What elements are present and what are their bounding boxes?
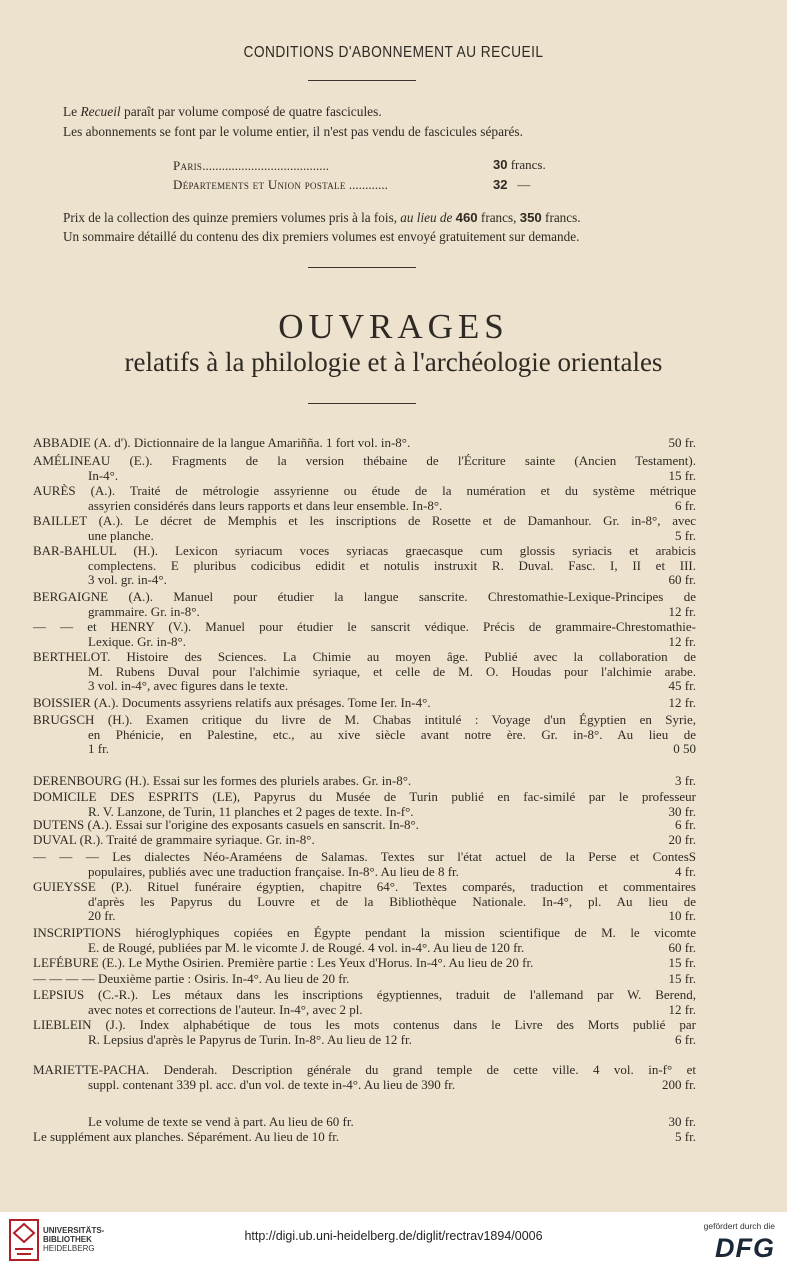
funded-by-label: gefördert durch die <box>703 1221 775 1231</box>
bibliography-entry <box>33 972 696 987</box>
entry-continuation-line: d'après les Papyrus du Louvre et de la Bibliothèque Nationale. In-4°, pl. Au lieu de <box>88 893 696 909</box>
entry-heading-line: DOMICILE DES ESPRITS (LE), Papyrus du Musée de Turin publié en fac-similé par le professeur <box>33 789 696 804</box>
bibliography-entry <box>33 590 696 619</box>
entry-heading-line: LEFÉBURE (E.). Le Mythe Osirien. Première partie : Les Yeux d'Horus. In-4°. Au lieu de 20 fr. 15 fr. <box>33 955 696 970</box>
entry-continuation-line: assyrien considérés dans leurs rapports et dans leur ensemble. In-8°. 6 fr. <box>88 497 696 513</box>
entry-price: 4 fr. <box>675 863 696 879</box>
collection-line-1: Prix de la collection des quinze premiers volumes pris à la fois, au lieu de 460 francs, 350 francs. <box>63 210 581 225</box>
source-url[interactable]: http://digi.ub.uni-heidelberg.de/diglit/rectrav1894/0006 <box>244 1229 543 1243</box>
entry-price: 12 fr. <box>668 695 696 710</box>
entry-continuation-line: M. Rubens Duval pour l'alchimie syriaque, et celle de M. O. Houdas pour l'alchimie arabe. <box>88 663 696 679</box>
entry-heading-line: — — — Les dialectes Néo-Araméens de Salamas. Textes sur l'état actuel de la Perse et ContesS <box>33 849 696 864</box>
bibliography-entry <box>33 544 696 588</box>
extra-line-2-text: Le supplément aux planches. Séparément. Au lieu de 10 fr. <box>33 1129 340 1144</box>
divider-rule <box>308 267 416 268</box>
bibliography-entry <box>33 514 696 543</box>
entry-price: 3 fr. <box>675 773 696 788</box>
entry-heading-line: DUTENS (A.). Essai sur l'origine des exposants casuels en sanscrit. In-8°. 6 fr. <box>33 817 696 832</box>
entry-continuation-line: In-4°. 15 fr. <box>88 467 696 483</box>
entry-continuation-line: 1 fr. 0 50 <box>88 741 696 757</box>
entry-price: 60 fr. <box>668 572 696 588</box>
entry-continuation-line: 3 vol. in-4°, avec figures dans le texte. 45 fr. <box>88 678 696 694</box>
entry-price: 15 fr. <box>668 955 696 970</box>
entry-price: 12 fr. <box>668 603 696 619</box>
entry-heading-line: ABBADIE (A. d'). Dictionnaire de la langue Amariñña. 1 fort vol. in-8°. 50 fr. <box>33 435 696 450</box>
entry-heading-line: GUIEYSSE (P.). Rituel funéraire égyptien, chapitre 64°. Textes comparés, traduction et commentaires <box>33 879 696 894</box>
section-title: OUVRAGES <box>278 307 509 346</box>
bibliography-entry <box>33 833 696 848</box>
entry-price: 30 fr. <box>668 803 696 819</box>
section-subtitle: relatifs à la philologie et à l'archéologie orientales <box>124 347 663 377</box>
entry-price: 20 fr. <box>668 832 696 847</box>
entry-heading-line: AURÈS (A.). Traité de métrologie assyrienne ou étude de la numération et du système métrique <box>33 483 696 498</box>
bibliography-entry <box>33 436 696 451</box>
divider-rule <box>308 80 416 81</box>
price-row-departements: Départements et Union postale ............ <box>173 177 388 192</box>
entry-price: 5 fr. <box>675 527 696 543</box>
entry-continuation-line: 3 vol. gr. in-4°. 60 fr. <box>88 572 696 588</box>
extra-line-2-price: 5 fr. <box>675 1129 696 1144</box>
entry-price: 15 fr. <box>668 971 696 986</box>
entry-heading-line: — — — — Deuxième partie : Osiris. In-4°. Au lieu de 20 fr. 15 fr. <box>33 971 696 986</box>
entry-heading-line: BAILLET (A.). Le décret de Memphis et les inscriptions de Rosette et de Damanhour. Gr. in-8°, avec <box>33 513 696 528</box>
entry-heading-line: — — et HENRY (V.). Manuel pour étudier le sanscrit védique. Précis de grammaire-Chrestomathie- <box>33 619 696 634</box>
entry-price: 45 fr. <box>668 678 696 694</box>
dfg-logo: DFG <box>715 1233 775 1263</box>
entry-price: 6 fr. <box>675 497 696 513</box>
bibliography-entry <box>33 988 696 1017</box>
entry-price: 10 fr. <box>668 908 696 924</box>
bibliography-entry <box>33 818 696 833</box>
entry-heading-line: LEPSIUS (C.-R.). Les métaux dans les inscriptions égyptiennes, traduit de l'allemand par W. Berend, <box>33 987 696 1002</box>
bibliography-entry <box>33 1063 696 1092</box>
entry-continuation-line: R. V. Lanzone, de Turin, 11 planches et 2 pages de texte. In-f°. 30 fr. <box>88 803 696 819</box>
bibliography-entry <box>33 696 696 711</box>
entry-continuation-line: Lexique. Gr. in-8°. 12 fr. <box>88 633 696 649</box>
entry-heading-line: BERTHELOT. Histoire des Sciences. La Chimie au moyen âge. Publié avec la collaboration de <box>33 649 696 664</box>
entry-heading-line: MARIETTE-PACHA. Denderah. Description générale du grand temple de cette ville. 4 vol. in-f° et <box>33 1062 696 1077</box>
footer-bar <box>0 1212 787 1268</box>
price-row-paris: Paris....................................... <box>173 158 329 173</box>
entry-price: 60 fr. <box>668 939 696 955</box>
library-logo-text: UNIVERSITÄTS- BIBLIOTHEK HEIDELBERG <box>43 1226 105 1253</box>
entry-price: 6 fr. <box>675 1031 696 1047</box>
entry-heading-line: DUVAL (R.). Traité de grammaire syriaque. Gr. in-8°. 20 fr. <box>33 832 696 847</box>
entry-price: 6 fr. <box>675 817 696 832</box>
entry-price: 0 50 <box>673 741 696 757</box>
extra-line-1-text: Le volume de texte se vend à part. Au lieu de 60 fr. <box>88 1114 354 1129</box>
bibliography-entry <box>33 880 696 924</box>
entry-continuation-line: R. Lepsius d'après le Papyrus de Turin. In-8°. Au lieu de 12 fr. 6 fr. <box>88 1031 696 1047</box>
intro-line-2: Les abonnements se font par le volume entier, il n'est pas vendu de fascicules séparés. <box>63 124 523 139</box>
entry-continuation-line: E. de Rougé, publiées par M. le vicomte J. de Rougé. 4 vol. in-4°. Au lieu de 120 fr. 60 fr. <box>88 939 696 955</box>
entry-heading-line: BRUGSCH (H.). Examen critique du livre de M. Chabas intitulé : Voyage d'un Égyptien en Syrie, <box>33 712 696 727</box>
bibliography-entry <box>33 713 696 757</box>
bibliography-entry <box>33 650 696 694</box>
collection-line-2: Un sommaire détaillé du contenu des dix premiers volumes est envoyé gratuitement sur demande. <box>63 229 580 244</box>
divider-rule <box>308 403 416 404</box>
entry-price: 15 fr. <box>668 467 696 483</box>
entry-price: 50 fr. <box>668 435 696 450</box>
entry-continuation-line: populaires, publiés avec une traduction française. In-8°. Au lieu de 8 fr. 4 fr. <box>88 863 696 879</box>
conditions-title: CONDITIONS D'ABONNEMENT AU RECUEIL <box>243 44 544 61</box>
entry-continuation-line: 20 fr. 10 fr. <box>88 908 696 924</box>
entry-continuation-line: complectens. E pluribus codicibus edidit et notulis instruxit R. Duval. Fasc. I, II et III. <box>88 557 696 573</box>
entry-heading-line: BERGAIGNE (A.). Manuel pour étudier la langue sanscrite. Chrestomathie-Lexique-Principes de <box>33 589 696 604</box>
entry-heading-line: INSCRIPTIONS hiéroglyphiques copiées en Égypte pendant la mission scientifique de M. le vicomte <box>33 925 696 940</box>
entry-price: 200 fr. <box>662 1076 696 1092</box>
extra-line-1-price: 30 fr. <box>668 1114 696 1129</box>
entry-continuation-line: suppl. contenant 339 pl. acc. d'un vol. de texte in-4°. Au lieu de 390 fr. 200 fr. <box>88 1076 696 1092</box>
bibliography-entry <box>33 620 696 649</box>
recueil-italic: Recueil <box>80 104 121 119</box>
bibliography-entry <box>33 484 696 513</box>
bibliography-entry <box>33 454 696 483</box>
entry-continuation-line: une planche. 5 fr. <box>88 527 696 543</box>
entry-continuation-line: grammaire. Gr. in-8°. 12 fr. <box>88 603 696 619</box>
price-amount-paris: 30 francs. <box>493 157 546 172</box>
bibliography-entry <box>33 790 696 819</box>
entry-heading-line: LIEBLEIN (J.). Index alphabétique de tous les mots contenus dans le Livre des Morts publié par <box>33 1017 696 1032</box>
entry-heading-line: BAR-BAHLUL (H.). Lexicon syriacum voces syriacas graecasque cum glossis syriacis et arabicis <box>33 543 696 558</box>
entry-continuation-line: en Phénicie, en Palestine, etc., au xive siècle avant notre ère. Gr. in-8°. Au lieu de <box>88 726 696 742</box>
entry-heading-line: DERENBOURG (H.). Essai sur les formes des pluriels arabes. Gr. in-8°. 3 fr. <box>33 773 696 788</box>
entry-continuation-line: avec notes et corrections de l'auteur. In-4°, avec 2 pl. 12 fr. <box>88 1001 696 1017</box>
entry-heading-line: BOISSIER (A.). Documents assyriens relatifs aux présages. Tome Ier. In-4°. 12 fr. <box>33 695 696 710</box>
bibliography-entry <box>33 926 696 955</box>
bibliography-entry <box>33 774 696 789</box>
intro-line-1: Le Recueil paraît par volume composé de quatre fascicules. <box>63 104 382 119</box>
entry-price: 12 fr. <box>668 1001 696 1017</box>
entry-heading-line: AMÉLINEAU (E.). Fragments de la version thébaine de l'Écriture sainte (Ancien Testament). <box>33 453 696 468</box>
bibliography-entry <box>33 1018 696 1047</box>
entry-price: 12 fr. <box>668 633 696 649</box>
price-amount-departements: 32 — <box>493 177 531 192</box>
bibliography-entry <box>33 850 696 879</box>
bibliography-entry <box>33 956 696 971</box>
